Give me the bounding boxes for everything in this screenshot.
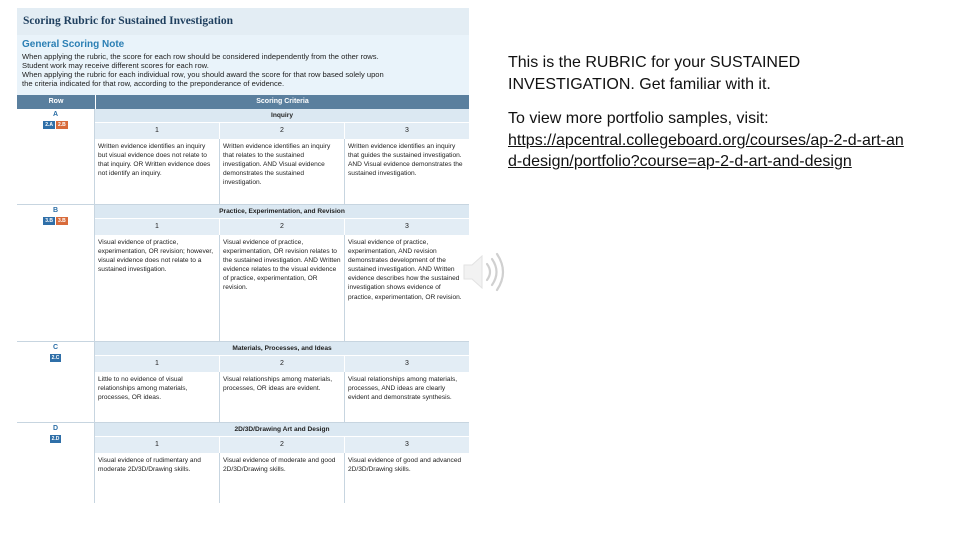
rubric-header [17,95,469,109]
note-line: When applying the rubric, the score for each row should be considered independently from the other rows. [22,52,379,61]
row-badges [17,354,94,362]
criteria-cell: Visual evidence of practice, experimentation, AND revision demonstrates development of the sustained investigation. AND Written evidence describes how the sustained investigation shows evidence of practice, experimentation, OR revision. [344,235,469,341]
criteria-cell: Written evidence identifies an inquiry that guides the sustained investigation. AND Visual evidence demonstrates the sustained investigation. [344,139,469,204]
row-badges [17,435,94,443]
skill-badge: 3.B [45,218,53,224]
row-badges [17,121,94,129]
row-title: 2D/3D/Drawing Art and Design [95,423,469,437]
header-criteria: Scoring Criteria [256,98,309,105]
row-label [17,205,95,341]
criteria-cell: Visual evidence of moderate and good 2D/3D/Drawing skills. [219,453,344,503]
skill-badge: 2.C [51,355,60,361]
criteria-cells [95,372,469,422]
rubric-row-b [17,205,469,342]
row-badges [17,217,94,225]
criteria-cell: Visual relationships among materials, processes, OR ideas are evident. [219,372,344,422]
criteria-cell: Written evidence identifies an inquiry that relates to the sustained investigation. AND Visual evidence demonstrates the sustained investigation. [219,139,344,204]
score-2: 2 [219,219,344,235]
rubric-image [17,8,469,516]
row-label [17,423,95,503]
row-letter: C [52,344,59,351]
rubric-row-c [17,342,469,423]
row-label [17,342,95,422]
criteria-cells [95,235,469,341]
score-1: 1 [155,223,159,230]
score-1: 1 [155,360,159,367]
score-numbers [95,356,469,372]
row-title: Inquiry [95,109,469,123]
row-body [95,423,469,503]
row-label [17,109,95,204]
criteria-cell: Visual evidence of rudimentary and moderate 2D/3D/Drawing skills. [98,457,201,474]
criteria-cell: Visual evidence of practice, experimentation, OR revision; however, visual evidence does not relate to a sustained investigation. [98,239,214,274]
speaker-icon[interactable] [458,246,510,303]
row-body [95,109,469,204]
criteria-cells [95,453,469,503]
criteria-cell: Visual evidence of practice, experimentation, OR revision relates to the sustained investigation. AND Written evidence relates to the visual evidence of practice, experimentation, OR revision. [219,235,344,341]
criteria-cells [95,139,469,204]
score-2: 2 [219,123,344,139]
header-row: Row [17,95,96,109]
rubric-instruction: This is the RUBRIC for your SUSTAINED INVESTIGATION. Get familiar with it. [508,54,801,93]
criteria-cell: Visual evidence of good and advanced 2D/3D/Drawing skills. [344,453,469,503]
note-line: Student work may receive different scores for each row. [22,61,209,70]
general-scoring-note [17,35,469,95]
score-2: 2 [219,356,344,372]
score-numbers [95,437,469,453]
score-3: 3 [344,123,469,139]
row-title: Practice, Experimentation, and Revision [95,205,469,219]
score-1: 1 [155,441,159,448]
row-title: Materials, Processes, and Ideas [95,342,469,356]
score-3: 3 [344,219,469,235]
portfolio-samples-link[interactable]: https://apcentral.collegeboard.org/courses/ap-2-d-art-and-design/portfolio?course=ap-2-d-art-and-design [508,131,904,170]
score-2: 2 [219,437,344,453]
row-letter: B [52,207,59,214]
note-line: the criteria indicated for that row, according to the preponderance of evidence. [22,79,285,88]
visit-label: To view more portfolio samples, visit: [508,110,769,127]
row-body [95,205,469,341]
row-body [95,342,469,422]
rubric-title: Scoring Rubric for Sustained Investigation [17,8,469,35]
criteria-cell: Little to no evidence of visual relationships among materials, processes, OR ideas. [98,376,188,402]
slide-text-box [508,52,908,173]
rubric-row-d [17,423,469,503]
portfolio-samples-paragraph [508,108,908,173]
criteria-cell: Written evidence identifies an inquiry but visual evidence does not relate to that inquiry. OR Written evidence does not identify an inquiry. [98,143,211,178]
skill-badge: 2.D [51,436,60,442]
rubric-row-a [17,109,469,205]
note-line: When applying the rubric for each individual row, you should award the score for that row based solely upon [22,70,384,79]
score-3: 3 [344,437,469,453]
skill-badge: 3.B [58,218,66,224]
score-1: 1 [155,127,159,134]
note-heading: General Scoring Note [22,39,125,50]
score-numbers [95,219,469,235]
row-letter: D [52,425,59,432]
score-numbers [95,123,469,139]
skill-badge: 2.A [45,122,53,128]
row-letter: A [52,111,59,118]
skill-badge: 2.B [58,122,66,128]
criteria-cell: Visual relationships among materials, processes, AND ideas are clearly evident and demonstrate synthesis. [344,372,469,422]
score-3: 3 [344,356,469,372]
